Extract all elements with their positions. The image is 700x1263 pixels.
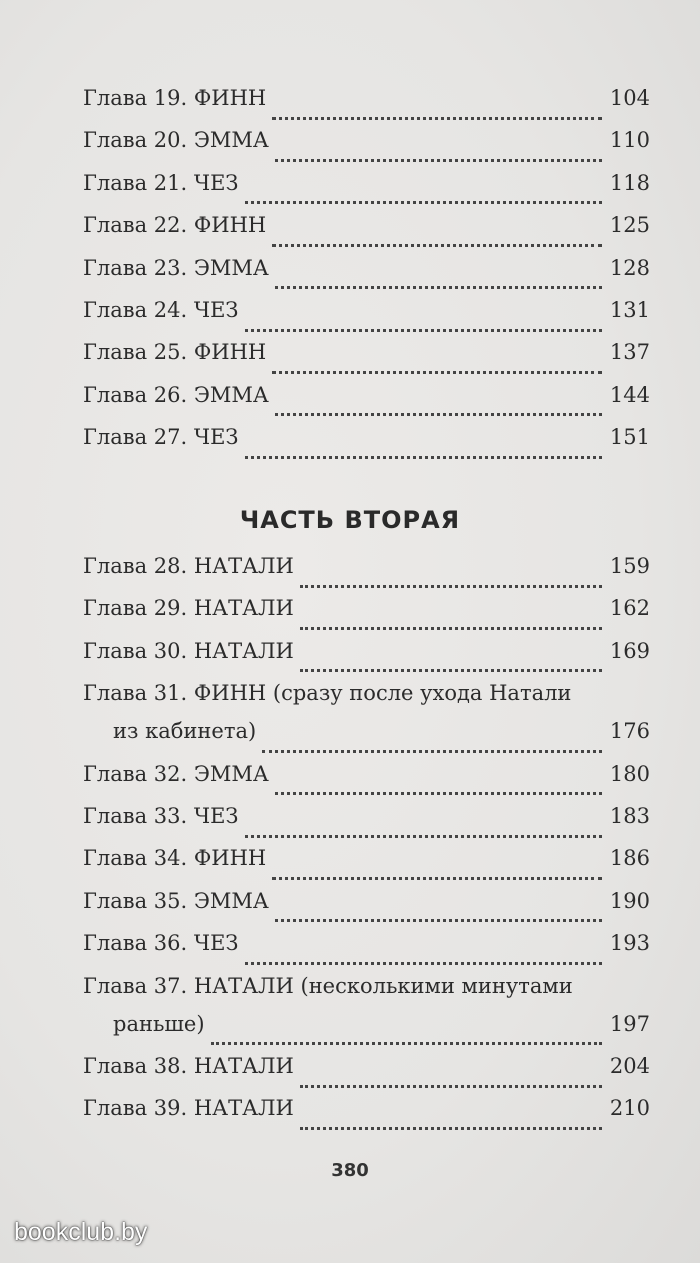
dot-leader <box>300 623 602 630</box>
toc-entry-label: Глава 21. ЧЕЗ <box>83 170 239 195</box>
toc-entry-page: 183 <box>609 803 650 828</box>
toc-entry <box>83 170 650 215</box>
toc-entry-page: 162 <box>609 596 650 621</box>
toc-entry <box>83 803 650 848</box>
toc-entry-page: 118 <box>609 170 650 195</box>
toc-entry <box>83 342 650 384</box>
toc-entry-page: 128 <box>609 255 650 280</box>
toc-entry-label: Глава 32. ЭММА <box>83 761 269 786</box>
dot-leader <box>245 452 602 459</box>
dot-leader <box>300 1123 602 1130</box>
dot-leader <box>272 367 602 374</box>
toc-entry <box>83 215 650 257</box>
toc-entry <box>83 933 650 975</box>
dot-leader <box>245 197 602 204</box>
toc-part-one <box>83 88 650 470</box>
section-title: ЧАСТЬ ВТОРАЯ <box>239 506 461 534</box>
toc-entry <box>83 598 650 640</box>
dot-leader <box>275 788 602 795</box>
toc-entry-label: Глава 30. НАТАЛИ <box>83 638 294 663</box>
toc-entry-page: 210 <box>609 1096 650 1121</box>
toc-entry-label: Глава 26. ЭММА <box>83 382 269 407</box>
dot-leader <box>245 831 602 838</box>
toc-entry <box>83 382 650 427</box>
dot-leader <box>275 915 602 922</box>
toc-entry-page: 131 <box>609 297 650 322</box>
toc-entry-page: 144 <box>609 382 650 407</box>
toc-part-two <box>83 556 650 1141</box>
toc-entry-label: Глава 38. НАТАЛИ <box>83 1053 294 1078</box>
toc-entry-label: Глава 36. ЧЕЗ <box>83 931 239 956</box>
toc-entry-label: Глава 23. ЭММА <box>83 255 269 280</box>
dot-leader <box>245 958 602 965</box>
toc-entry-page: 159 <box>609 554 650 578</box>
toc-entry-label: Глава 28. НАТАЛИ <box>83 554 294 578</box>
toc-entry-page: 204 <box>609 1053 650 1078</box>
toc-entry <box>83 683 650 763</box>
toc-entry-label: Глава 19. ФИНН <box>83 86 267 110</box>
dot-leader <box>272 873 602 880</box>
toc-entry <box>83 848 650 890</box>
toc-entry-continuation <box>83 721 650 763</box>
toc-entry-label: Глава 33. ЧЕЗ <box>83 803 239 828</box>
toc-entry-page: 186 <box>609 846 650 871</box>
toc-entry <box>83 761 650 806</box>
toc-entry-page: 104 <box>609 86 650 110</box>
toc-entry <box>83 88 650 130</box>
dot-leader <box>272 113 602 120</box>
toc-entry-page: 197 <box>609 1011 650 1036</box>
toc-entry-label-cont: из кабинета) <box>113 719 257 744</box>
toc-entry-label: Глава 24. ЧЕЗ <box>83 297 239 322</box>
toc-entry <box>83 556 650 598</box>
toc-entry-label-cont: раньше) <box>113 1011 205 1036</box>
dot-leader <box>300 1081 602 1088</box>
toc-entry <box>83 427 650 469</box>
toc-entry-page: 190 <box>609 888 650 913</box>
toc-entry <box>83 1053 650 1098</box>
toc-entry-label: Глава 31. ФИНН (сразу после ухода Натали <box>83 681 572 706</box>
toc-entry-label: Глава 37. НАТАЛИ (несколькими минутами <box>83 973 573 998</box>
toc-entry-label: Глава 29. НАТАЛИ <box>83 596 294 621</box>
toc-entry-page: 110 <box>609 128 650 153</box>
toc-entry-label: Глава 39. НАТАЛИ <box>83 1096 294 1121</box>
toc-entry-page: 169 <box>609 638 650 663</box>
toc-entry-label: Глава 34. ФИНН <box>83 846 267 871</box>
toc-entry <box>83 255 650 300</box>
toc-entry-label: Глава 22. ФИНН <box>83 213 267 238</box>
dot-leader <box>275 409 602 416</box>
toc-entry-page: 125 <box>609 213 650 238</box>
toc-entry-page: 193 <box>609 931 650 956</box>
toc-entry <box>83 297 650 342</box>
toc-entry <box>83 888 650 933</box>
dot-leader <box>300 581 602 588</box>
toc-entry-continuation <box>83 1011 650 1056</box>
dot-leader <box>211 1038 602 1045</box>
toc-entry-page: 137 <box>609 340 650 365</box>
toc-entry-label: Глава 20. ЭММА <box>83 128 269 153</box>
dot-leader <box>275 282 602 289</box>
toc-entry <box>83 638 650 683</box>
toc-entry-label: Глава 25. ФИНН <box>83 340 267 365</box>
toc-entry-page: 151 <box>609 425 650 450</box>
toc-entry-page: 180 <box>609 761 650 786</box>
toc-entry <box>83 973 650 1056</box>
toc-entry-label: Глава 35. ЭММА <box>83 888 269 913</box>
dot-leader <box>275 155 602 162</box>
dot-leader <box>300 665 602 672</box>
page-number: 380 <box>331 1160 369 1181</box>
watermark-text: bookclub.by <box>14 1218 148 1246</box>
toc-entry <box>83 130 650 172</box>
dot-leader <box>245 325 602 332</box>
toc-entry <box>83 1098 650 1140</box>
dot-leader <box>262 746 602 753</box>
toc-entry-label: Глава 27. ЧЕЗ <box>83 425 239 450</box>
toc-entry-page: 176 <box>609 719 650 744</box>
dot-leader <box>272 240 602 247</box>
